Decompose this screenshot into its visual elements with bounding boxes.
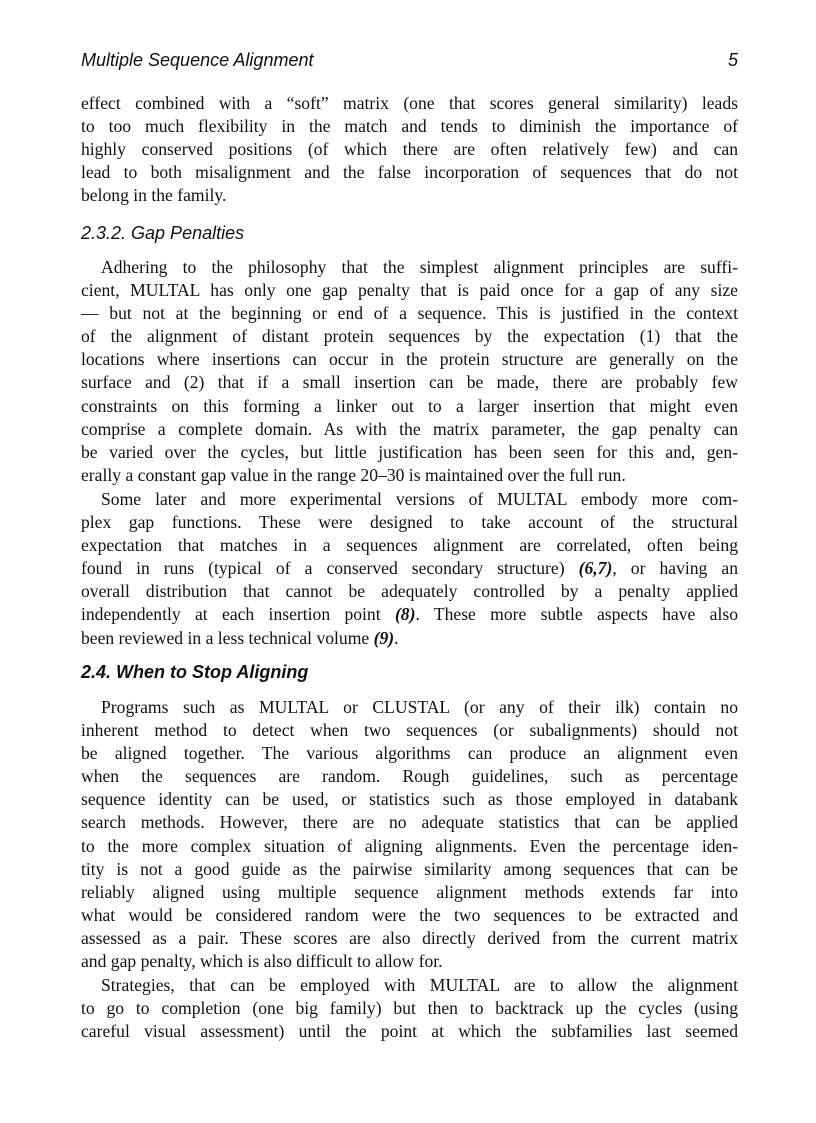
text-segment: Adhering to the philosophy that the simplest alignment principles are suffi- — [101, 257, 738, 277]
citation-ref: (9) — [373, 627, 395, 648]
running-title: Multiple Sequence Alignment — [81, 50, 314, 70]
text-segment: independently at each insertion point — [81, 604, 395, 625]
text-line — [81, 788, 738, 811]
text-line — [81, 835, 738, 858]
text-segment: been reviewed in a less technical volume — [81, 627, 374, 648]
text-line — [81, 464, 738, 487]
text-line — [81, 858, 738, 881]
text-segment: overall distribution that cannot be adequately controlled by a penalty applied — [81, 581, 738, 602]
text-segment: erally a constant gap value in the range 20–30 is maintained over the full run. — [81, 464, 626, 485]
text-line — [81, 184, 738, 207]
text-line — [81, 696, 738, 719]
citation-ref: (6,7) — [578, 558, 613, 579]
text-segment: . These more subtle aspects have also — [415, 604, 738, 625]
paragraph — [81, 488, 738, 650]
text-segment: inherent method to detect when two sequences (or subalignments) should not — [81, 720, 738, 741]
paragraph — [81, 256, 738, 487]
text-segment: surface and (2) that if a small insertion can be made, there are probably few — [81, 372, 738, 393]
text-segment: tity is not a good guide as the pairwise similarity among sequences that can be — [81, 858, 738, 879]
text-line — [81, 719, 738, 742]
text-line — [81, 534, 738, 557]
text-segment: Programs such as MULTAL or CLUSTAL (or any of their ilk) contain no — [101, 697, 738, 717]
text-line — [81, 325, 738, 348]
text-segment: be varied over the cycles, but little justification has been seen for this and, gen- — [81, 441, 738, 462]
text-line — [81, 161, 738, 184]
section-heading: 2.4. When to Stop Aligning — [81, 662, 309, 682]
text-segment: highly conserved positions (of which there are often relatively few) and can — [81, 139, 738, 160]
text-line — [81, 974, 738, 997]
text-segment: plex gap functions. These were designed to take account of the structural — [81, 512, 738, 533]
text-line — [81, 927, 738, 950]
text-segment: to go to completion (one big family) but then to backtrack up the cycles (using — [81, 998, 738, 1019]
text-line — [81, 627, 738, 650]
text-segment: found in runs (typical of a conserved secondary structure) — [81, 558, 579, 579]
text-segment: — but not at the beginning or end of a sequence. This is justified in the context — [81, 303, 738, 324]
text-line — [81, 115, 738, 138]
text-segment: locations where insertions can occur in the protein structure are generally on the — [81, 349, 738, 370]
text-segment: be aligned together. The various algorithms can produce an alignment even — [81, 743, 738, 764]
text-line — [81, 881, 738, 904]
text-segment: , or having an — [612, 558, 738, 579]
text-line — [81, 997, 738, 1020]
text-line — [81, 765, 738, 788]
paragraph — [81, 974, 738, 1043]
text-segment: when the sequences are random. Rough guidelines, such as percentage — [81, 766, 738, 787]
text-segment: Strategies, that can be employed with MULTAL are to allow the alignment — [101, 975, 738, 995]
text-line — [81, 904, 738, 927]
text-line — [81, 511, 738, 534]
text-segment: and gap penalty, which is also difficult to allow for. — [81, 951, 443, 972]
text-line — [81, 371, 738, 394]
paragraph — [81, 92, 738, 207]
text-segment: comprise a complete domain. As with the matrix parameter, the gap penalty can — [81, 418, 738, 439]
text-segment: search methods. However, there are no adequate statistics that can be applied — [81, 812, 738, 833]
text-line — [81, 488, 738, 511]
text-line — [81, 92, 738, 115]
text-line — [81, 557, 738, 580]
text-line — [81, 418, 738, 441]
citation-ref: (8) — [394, 604, 416, 625]
subsection-heading: 2.3.2. Gap Penalties — [81, 223, 245, 243]
text-segment: . — [394, 627, 399, 648]
text-segment: expectation that matches in a sequences alignment are correlated, often being — [81, 535, 738, 556]
text-segment: assessed as a pair. These scores are also directly derived from the current matrix — [81, 927, 738, 948]
text-segment: cient, MULTAL has only one gap penalty that is paid once for a gap of any size — [81, 280, 738, 301]
text-line — [81, 742, 738, 765]
text-segment: effect combined with a “soft” matrix (one that scores general similarity) leads — [81, 93, 738, 113]
page-number: 5 — [727, 50, 738, 70]
text-segment: of the alignment of distant protein sequences by the expectation (1) that the — [81, 326, 738, 347]
text-line — [81, 302, 738, 325]
text-line — [81, 950, 738, 973]
text-segment: to the more complex situation of aligning alignments. Even the percentage iden- — [81, 835, 738, 856]
text-line — [81, 603, 738, 626]
text-segment: reliably aligned using multiple sequence alignment methods extends far into — [81, 881, 738, 902]
text-line — [81, 441, 738, 464]
text-line — [81, 348, 738, 371]
text-segment: careful visual assessment) until the point at which the subfamilies last seemed — [81, 1021, 738, 1042]
text-segment: what would be considered random were the two sequences to be extracted and — [81, 904, 738, 925]
text-line — [81, 811, 738, 834]
text-segment: sequence identity can be used, or statistics such as those employed in databank — [81, 789, 738, 810]
text-segment: Some later and more experimental versions of MULTAL embody more com- — [101, 489, 738, 509]
text-line — [81, 256, 738, 279]
text-segment: constraints on this forming a linker out to a larger insertion that might even — [81, 395, 738, 416]
text-line — [81, 580, 738, 603]
text-line — [81, 279, 738, 302]
text-segment: belong in the family. — [81, 185, 227, 206]
text-line — [81, 1020, 738, 1043]
paragraph — [81, 696, 738, 973]
text-line — [81, 395, 738, 418]
text-segment: to too much flexibility in the match and tends to diminish the importance of — [81, 116, 738, 137]
text-line — [81, 138, 738, 161]
text-segment: lead to both misalignment and the false incorporation of sequences that do not — [81, 162, 738, 183]
